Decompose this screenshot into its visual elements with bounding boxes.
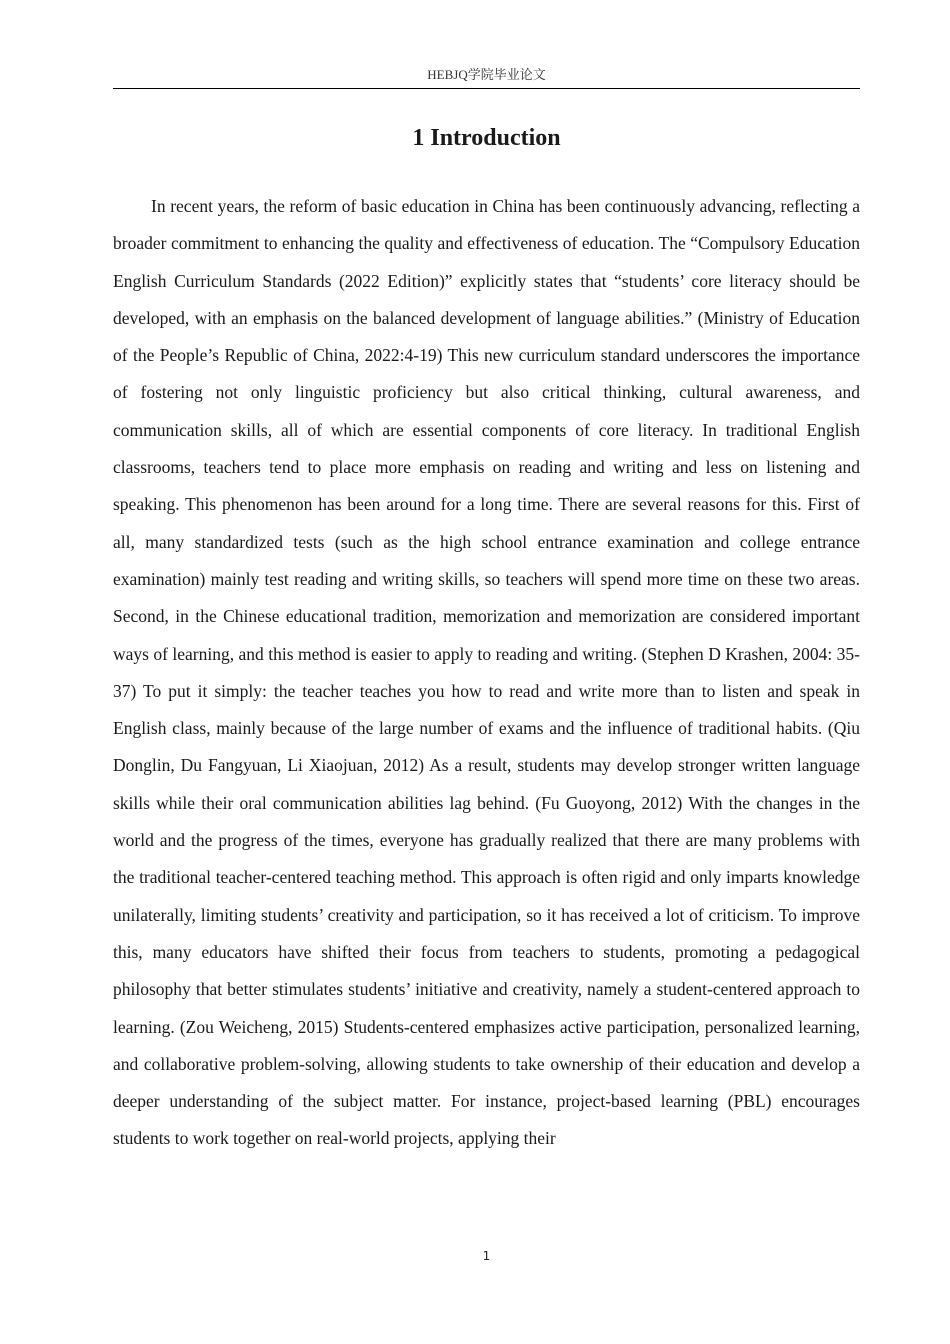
header-divider [113, 88, 860, 89]
body-paragraph: In recent years, the reform of basic education in China has been continuously advancing, reflecting a broader commitment to enhancing the quality and effectiveness of education. The “Compulsory Education English Curriculum Standards (2022 Edition)” explicitly states that “students’ core literacy should be developed, with an emphasis on the balanced development of language abilities.” (Ministry of Education of the People’s Republic of China, 2022:4-19) This new curriculum standard underscores the importance of fostering not only linguistic proficiency but also critical thinking, cultural awareness, and communication skills, all of which are essential components of core literacy. In traditional English classrooms, teachers tend to place more emphasis on reading and writing and less on listening and speaking. This phenomenon has been around for a long time. There are several reasons for this. First of all, many standardized tests (such as the high school entrance examination and college entrance examination) mainly test reading and writing skills, so teachers will spend more time on these two areas. Second, in the Chinese educational tradition, memorization and memorization are considered important ways of learning, and this method is easier to apply to reading and writing. (Stephen D Krashen, 2004: 35-37) To put it simply: the teacher teaches you how to read and write more than to listen and speak in English class, mainly because of the large number of exams and the influence of traditional habits. (Qiu Donglin, Du Fangyuan, Li Xiaojuan, 2012) As a result, students may develop stronger written language skills while their oral communication abilities lag behind. (Fu Guoyong, 2012) With the changes in the world and the progress of the times, everyone has gradually realized that there are many problems with the traditional teacher-centered teaching method. This approach is often rigid and only imparts knowledge unilaterally, limiting students’ creativity and participation, so it has received a lot of criticism. To improve this, many educators have shifted their focus from teachers to students, promoting a pedagogical philosophy that better stimulates students’ initiative and creativity, namely a student-centered approach to learning. (Zou Weicheng, 2015) Students-centered emphasizes active participation, personalized learning, and collaborative problem-solving, allowing students to take ownership of their education and develop a deeper understanding of the subject matter. For instance, project-based learning (PBL) encourages students to work together on real-world projects, applying their [113, 196, 860, 1149]
running-header: HEBJQ学院毕业论文 [427, 67, 546, 82]
page-number: 1 [482, 1249, 491, 1263]
chapter-title: 1 Introduction [412, 125, 561, 151]
